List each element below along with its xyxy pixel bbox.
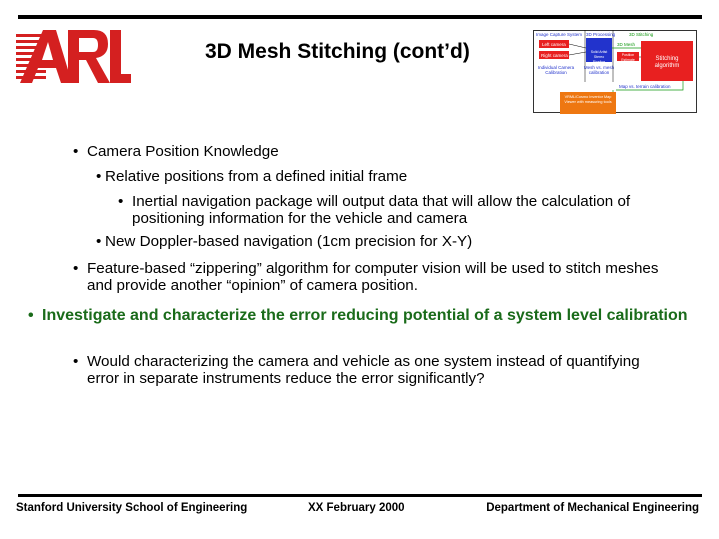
bullet-l1: • Would characterizing the camera and vehicle as one system instead of quantifying error in separate instruments reduce the error significantly?	[73, 353, 640, 387]
diagram-stitching-box: Stitching algorithm	[654, 56, 680, 69]
bullet-text: Inertial navigation package will output data that will allow the calculation of positioning information for the vehicle and camera	[132, 193, 631, 227]
bullet-text: Camera Position Knowledge	[87, 143, 279, 160]
top-rule	[18, 15, 702, 19]
slide-title: 3D Mesh Stitching (cont’d)	[205, 40, 470, 63]
diagram-viewer-box: VRML/Cosmo Inventor Map Viewer with measuring tools	[564, 95, 612, 104]
footer-left: Stanford University School of Engineering	[16, 502, 248, 514]
diagram-col-image: Image Capture System	[536, 32, 583, 37]
diagram-col-stitching: 3D Stitching	[629, 32, 654, 37]
bullet-l1: • Feature-based “zippering” algorithm for computer vision will be used to stitch meshes and provide another “opinion” of camera position.	[73, 260, 659, 294]
footer-right: Department of Mechanical Engineering	[486, 502, 699, 514]
bullet-l2: • Relative positions from a defined initial frame	[96, 168, 408, 185]
bullet-l0-highlight: • Investigate and characterize the error reducing potential of a system level calibration	[28, 307, 688, 324]
pipeline-diagram	[533, 30, 697, 116]
bottom-rule	[18, 494, 702, 497]
diagram-right-camera: Right camera	[541, 53, 568, 58]
diagram-position-box: Position Estimate	[621, 53, 635, 62]
diagram-mesh-calibration: Mesh vs. mesh calibration	[583, 65, 615, 75]
arl-logo	[16, 30, 131, 85]
diagram-3d-mesh: 3D Mesh	[617, 42, 636, 47]
diagram-stereo-pipeline: Solid Artist Stereo Pipeline	[590, 50, 608, 64]
diagram-left-camera: Left camera	[542, 42, 566, 47]
bullet-l2: • New Doppler-based navigation (1cm precision for X-Y)	[96, 233, 473, 250]
bullet-text: Feature-based “zippering” algorithm for computer vision will be used to stitch meshes and provide another “opinion” of camera position.	[87, 260, 659, 294]
footer-center: XX February 2000	[308, 502, 405, 514]
diagram-map-calibration: Map vs. terrain calibration	[619, 84, 671, 89]
bullet-text: Relative positions from a defined initial frame	[105, 168, 408, 185]
bullet-text: Investigate and characterize the error reducing potential of a system level calibration	[42, 307, 688, 324]
diagram-indiv-calibration: Individual Camera Calibration	[537, 65, 575, 75]
bullet-l3: • Inertial navigation package will output data that will allow the calculation of positioning information for the vehicle and camera	[118, 193, 631, 227]
diagram-col-processing: 3D Processing	[586, 32, 616, 37]
bullet-text: Would characterizing the camera and vehicle as one system instead of quantifying error in separate instruments reduce the error significantly?	[87, 353, 640, 387]
bullet-text: New Doppler-based navigation (1cm precision for X-Y)	[105, 233, 473, 250]
bullet-l1: • Camera Position Knowledge	[73, 143, 279, 160]
